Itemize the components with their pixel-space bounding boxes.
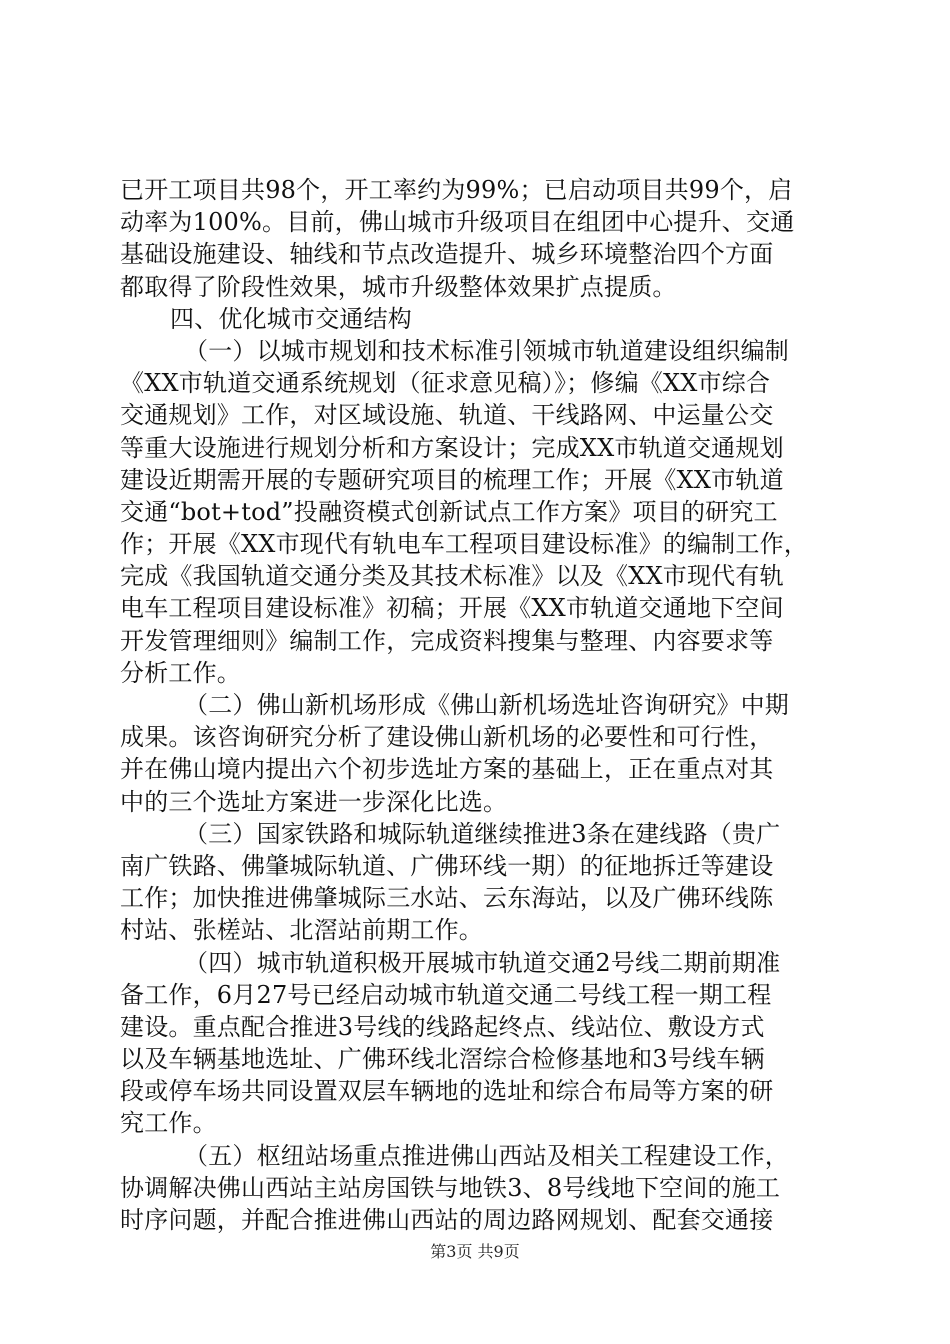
text-line-29: 段或停车场共同设置双层车辆地的选址和综合布局等方案的研 — [120, 1077, 774, 1106]
text-line-4: 都取得了阶段性效果，城市升级整体效果扩点提质。 — [120, 272, 677, 301]
text-line-16: 分析工作。 — [120, 658, 241, 687]
text-line-1: 已开工项目共98个，开工率约为99%；已启动项目共99个，启 — [120, 176, 793, 204]
paragraph-4-start: （四）城市轨道积极开展城市轨道交通2号线二期前期准 — [184, 948, 781, 977]
text-line-9: 等重大设施进行规划分析和方案设计；完成XX市轨道交通规划 — [120, 433, 784, 462]
text-line-27: 建设。重点配合推进3号线的线路起终点、线站位、敷设方式 — [120, 1012, 765, 1041]
text-line-11: 交通“bot+tod”投融资模式创新试点工作方案》项目的研究工 — [120, 497, 778, 526]
text-line-2: 动率为100%。目前，佛山城市升级项目在组团中心提升、交通 — [120, 208, 795, 237]
text-line-24: 村站、张槎站、北滘站前期工作。 — [120, 916, 483, 945]
paragraph-2-start: （二）佛山新机场形成《佛山新机场选址咨询研究》中期 — [184, 691, 789, 719]
text-line-20: 中的三个选址方案进一步深化比选。 — [120, 787, 508, 816]
paragraph-1-start: （一）以城市规划和技术标准引领城市轨道建设组织编制 — [184, 336, 789, 365]
text-line-22: 南广铁路、佛肇城际轨道、广佛环线一期）的征地拆迁等建设 — [120, 851, 774, 880]
paragraph-5-start: （五）枢纽站场重点推进佛山西站及相关工程建设工作， — [184, 1141, 789, 1170]
text-line-10: 建设近期需开展的专题研究项目的梳理工作；开展《XX市轨道 — [120, 465, 784, 494]
body-text — [120, 174, 832, 1236]
text-line-14: 电车工程项目建设标准》初稿；开展《XX市轨道交通地下空间 — [120, 594, 784, 623]
text-line-32: 协调解决佛山西站主站房国铁与地铁3、8号线地下空间的施工 — [120, 1173, 781, 1202]
text-line-19: 并在佛山境内提出六个初步选址方案的基础上，正在重点对其 — [120, 755, 774, 784]
paragraph-3-start: （三）国家铁路和城际轨道继续推进3条在建线路（贵广 — [184, 819, 781, 848]
page-number-footer: 第3页 共9页 — [430, 1242, 520, 1261]
text-line-3: 基础设施建设、轴线和节点改造提升、城乡环境整治四个方面 — [120, 240, 774, 269]
text-line-7: 《XX市轨道交通系统规划（征求意见稿）》；修编《XX市综合 — [120, 369, 771, 398]
text-line-18: 成果。该咨询研究分析了建设佛山新机场的必要性和可行性， — [120, 723, 774, 752]
text-line-30: 究工作。 — [120, 1109, 217, 1138]
text-line-33: 时序问题，并配合推进佛山西站的周边路网规划、配套交通接 — [120, 1206, 774, 1234]
text-line-23: 工作；加快推进佛肇城际三水站、云东海站，以及广佛环线陈 — [120, 884, 774, 913]
text-line-12: 作；开展《XX市现代有轨电车工程项目建设标准》的编制工作， — [120, 530, 808, 559]
text-line-26: 备工作，6月27号已经启动城市轨道交通二号线工程一期工程 — [120, 980, 772, 1009]
text-line-15: 开发管理细则》编制工作，完成资料搜集与整理、内容要求等 — [120, 626, 774, 655]
text-line-8: 交通规划》工作，对区域设施、轨道、干线路网、中运量公交 — [120, 401, 774, 430]
section-heading: 四、优化城市交通结构 — [170, 304, 412, 333]
text-line-28: 以及车辆基地选址、广佛环线北滘综合检修基地和3号线车辆 — [120, 1045, 765, 1074]
text-line-13: 完成《我国轨道交通分类及其技术标准》以及《XX市现代有轨 — [120, 562, 784, 591]
